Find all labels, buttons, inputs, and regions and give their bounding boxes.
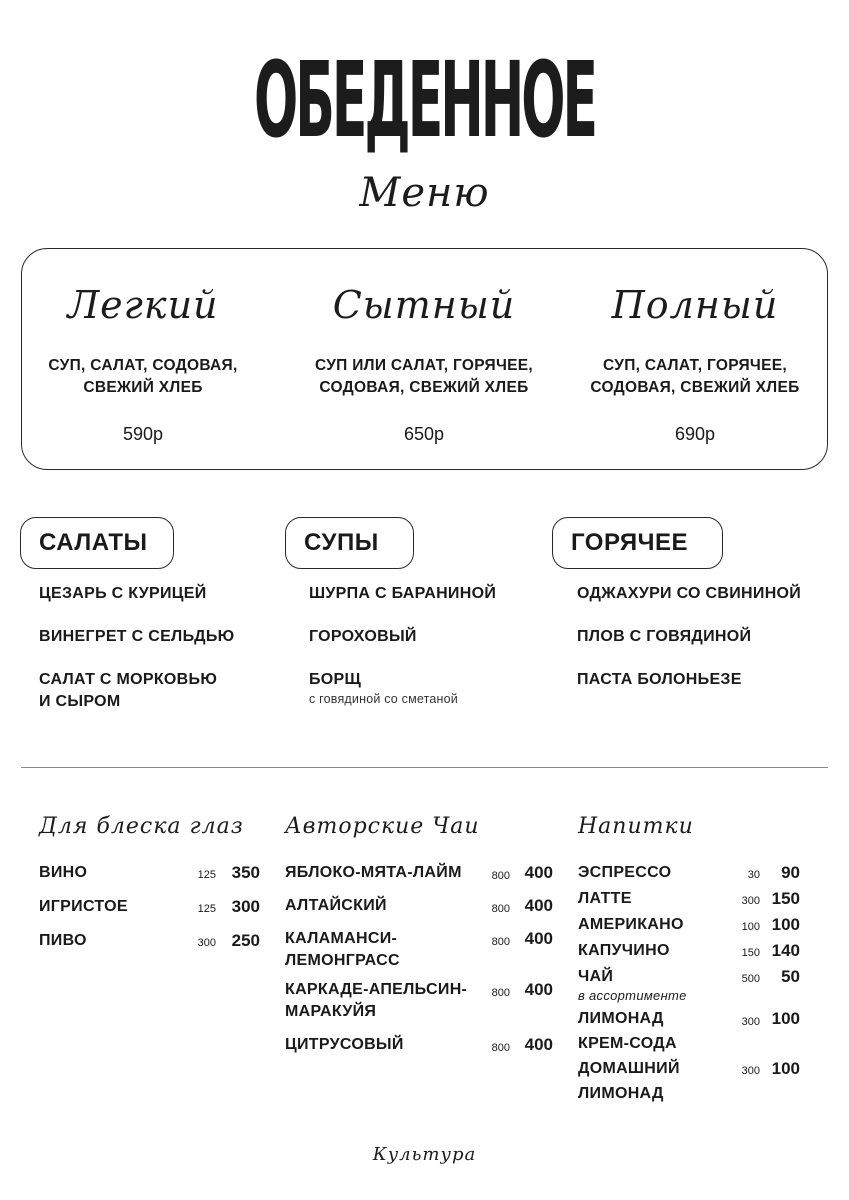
hot-item: ОДЖАХУРИ СО СВИНИНОЙ	[577, 585, 802, 602]
hot-item: ПАСТА БОЛОНЬЕЗЕ	[577, 671, 742, 688]
bar-item-price: 250	[231, 931, 260, 950]
soups-heading: СУПЫ	[285, 517, 414, 569]
soup-item	[309, 669, 569, 707]
drink-item-name: АМЕРИКАНО	[578, 916, 684, 933]
drink-item-volume: 30	[747, 869, 760, 881]
menu-subtitle: Меню	[359, 170, 490, 216]
tea-name-line: ЛЕМОНГРАСС	[285, 952, 400, 969]
set-desc-line: СУП, САЛАТ, ГОРЯЧЕЕ,	[602, 357, 787, 374]
set-light	[8, 275, 278, 445]
drink-item-volume: 150	[741, 947, 760, 959]
drink-item-name: ЛАТТЕ	[578, 890, 632, 907]
salad-item: ВИНЕГРЕТ С СЕЛЬДЬЮ	[39, 628, 235, 645]
hot-dishes-heading: ГОРЯЧЕЕ	[552, 517, 723, 569]
soup-item: ГОРОХОВЫЙ	[309, 628, 417, 645]
tea-item-name	[285, 928, 400, 972]
drinks-heading: Напитки	[578, 814, 694, 839]
bar-heading: Для блеска глаз	[39, 814, 244, 839]
salads-heading: САЛАТЫ	[20, 517, 174, 569]
set-hearty	[289, 275, 559, 445]
tea-item-name: АЛТАЙСКИЙ	[285, 897, 387, 914]
set-desc-line: СУП ИЛИ САЛАТ, ГОРЯЧЕЕ,	[314, 357, 534, 374]
drink-item-volume: 100	[741, 921, 760, 933]
set-desc-line: СВЕЖИЙ ХЛЕБ	[83, 379, 203, 396]
set-full	[560, 275, 830, 445]
menu-title: ОБЕДЕННОЕ	[254, 39, 595, 161]
set-desc-line: СОДОВАЯ, СВЕЖИЙ ХЛЕБ	[590, 379, 800, 396]
dish-line: БОРЩ	[309, 671, 362, 688]
drink-item-volume: 300	[741, 1065, 760, 1077]
drink-item-name: ЛИМОНАД	[578, 1010, 664, 1027]
set-desc-line: СОДОВАЯ, СВЕЖИЙ ХЛЕБ	[319, 379, 529, 396]
drink-item-name	[578, 966, 687, 1004]
salad-item	[39, 669, 299, 713]
drink-item-price: 150	[771, 889, 800, 908]
tea-item-volume: 800	[491, 936, 510, 948]
teas-heading: Авторские Чаи	[285, 814, 480, 839]
set-name: Сытный	[332, 283, 516, 327]
set-price: 650р	[403, 424, 445, 444]
drink-item-price: 50	[781, 967, 800, 986]
drink-item-volume: 300	[741, 1016, 760, 1028]
tea-item-name: ЯБЛОКО-МЯТА-ЛАЙМ	[285, 864, 462, 881]
dish-line: И СЫРОМ	[39, 693, 121, 710]
drink-item-name: КАПУЧИНО	[578, 942, 670, 959]
drink-name-line: ЛИМОНАД	[578, 1085, 664, 1102]
drink-item-volume: 300	[741, 895, 760, 907]
tea-name-line: МАРАКУЙЯ	[285, 1003, 377, 1020]
set-description	[289, 355, 559, 399]
bar-item-name: ИГРИСТОЕ	[39, 898, 128, 915]
drink-item-name: КРЕМ-СОДА	[578, 1035, 677, 1052]
tea-item-volume: 800	[491, 870, 510, 882]
drink-item-price: 100	[771, 915, 800, 934]
drink-item-price: 90	[781, 863, 800, 882]
drink-item-name	[578, 1058, 680, 1105]
bar-item-price: 300	[231, 897, 260, 916]
set-desc-line: СУП, САЛАТ, СОДОВАЯ,	[48, 357, 238, 374]
set-name: Полный	[611, 283, 779, 327]
tea-item-volume: 800	[491, 903, 510, 915]
tea-name-line: КАЛАМАНСИ-	[285, 930, 398, 947]
set-description	[560, 355, 830, 399]
drink-name-line: ЧАЙ	[578, 968, 614, 985]
set-name: Легкий	[67, 283, 219, 327]
drink-item-price: 100	[771, 1059, 800, 1078]
set-price: 590р	[122, 424, 164, 444]
hot-item: ПЛОВ С ГОВЯДИНОЙ	[577, 628, 752, 645]
tea-item-price: 400	[524, 1035, 553, 1054]
bar-item-name: ПИВО	[39, 932, 87, 949]
section-divider	[21, 767, 828, 768]
drink-item-price: 140	[771, 941, 800, 960]
dish-line: САЛАТ С МОРКОВЬЮ	[39, 671, 218, 688]
drink-item-volume: 500	[741, 973, 760, 985]
bar-item-volume: 125	[197, 869, 216, 881]
tea-item-price: 400	[524, 980, 553, 999]
tea-item-price: 400	[524, 896, 553, 915]
set-price: 690р	[674, 424, 716, 444]
set-description	[8, 355, 278, 399]
bar-item-volume: 125	[197, 903, 216, 915]
tea-item-price: 400	[524, 929, 553, 948]
drink-note: в ассортименте	[578, 988, 687, 1003]
bar-item-volume: 300	[197, 937, 216, 949]
brand-logo: Культура	[372, 1144, 477, 1165]
drink-name-line: ДОМАШНИЙ	[578, 1060, 680, 1077]
tea-name-line: КАРКАДЕ-АПЕЛЬСИН-	[285, 981, 468, 998]
bar-item-price: 350	[231, 863, 260, 882]
tea-item-volume: 800	[491, 987, 510, 999]
tea-item-name: ЦИТРУСОВЫЙ	[285, 1036, 404, 1053]
dish-note: с говядиной со сметаной	[309, 692, 458, 706]
drink-item-price: 100	[771, 1009, 800, 1028]
tea-item-name	[285, 979, 467, 1023]
bar-item-name: ВИНО	[39, 864, 88, 881]
drink-item-name: ЭСПРЕССО	[578, 864, 672, 881]
tea-item-price: 400	[524, 863, 553, 882]
salad-item: ЦЕЗАРЬ С КУРИЦЕЙ	[39, 585, 207, 602]
tea-item-volume: 800	[491, 1042, 510, 1054]
soup-item: ШУРПА С БАРАНИНОЙ	[309, 585, 497, 602]
